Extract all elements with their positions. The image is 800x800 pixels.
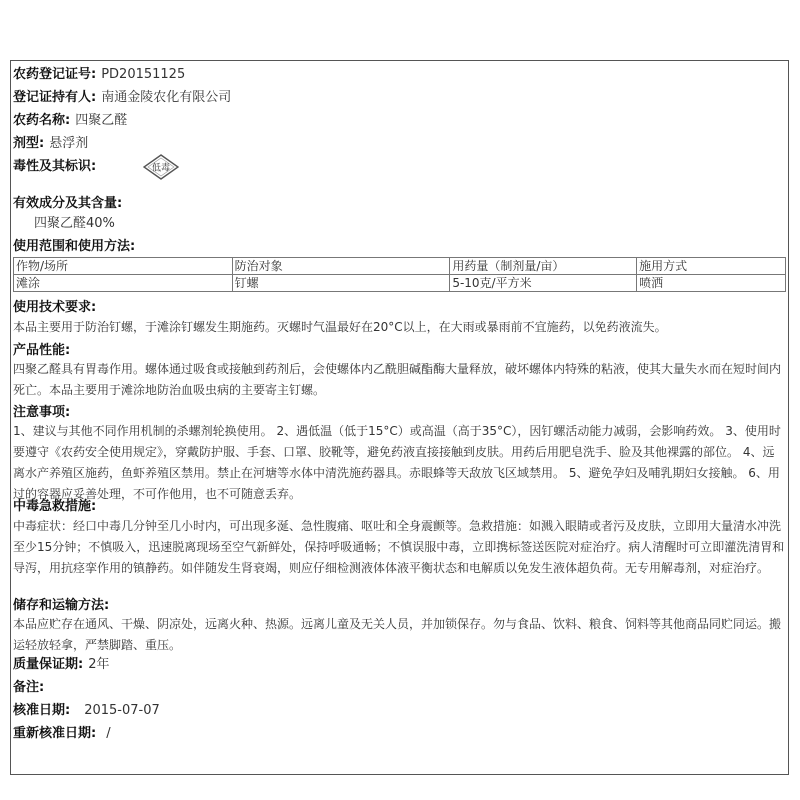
reapproval-date-label: 重新核准日期:: [13, 726, 97, 741]
pesticide-name-row: [13, 111, 127, 130]
approval-date-label: 核准日期:: [13, 703, 71, 718]
performance-heading: 产品性能:: [13, 343, 71, 358]
registration-number-value: PD20151125: [101, 67, 186, 82]
pesticide-name-label: 农药名称:: [13, 113, 71, 128]
shelf-life-value: 2年: [88, 657, 110, 672]
usage-col-target: 防治对象: [232, 258, 450, 275]
remarks-row: [13, 678, 49, 697]
first-aid-text: 中毒症状：经口中毒几分钟至几小时内，可出现多涎、急性腹痛、呕吐和全身震颤等。急救措施：如溅入眼睛或者污及皮肤，立即用大量清水冲洗至少15分钟；不慎吸入，迅速脱离现场至空气新鲜处，保持呼吸通畅；不慎误服中毒，立即携标签送医院对症治疗。病人清醒时可立即灌洗清胃和导泻，用抗痉挛作用的镇静药。如伴随发生肾衰竭，则应仔细检测液体体液平衡状态和电解质以免发生液体超负荷。无专用解毒剂，对症治疗。: [13, 519, 785, 575]
pesticide-label-document: [10, 60, 789, 775]
reapproval-date-value: /: [106, 726, 111, 741]
usage-table: [13, 257, 786, 292]
registration-number-label: 农药登记证号:: [13, 67, 97, 82]
usage-cell-method: 喷洒: [637, 275, 786, 292]
ingredients-value: 四聚乙醛40%: [34, 216, 115, 231]
holder-row: [13, 88, 231, 107]
low-toxicity-badge-text: 低毒: [151, 163, 171, 174]
toxicity-label: 毒性及其标识:: [13, 159, 97, 174]
approval-date-row: [13, 701, 160, 720]
registration-number-row: [13, 65, 185, 84]
first-aid-heading: 中毒急救措施:: [13, 499, 97, 514]
ingredients-heading: 有效成分及其含量:: [13, 196, 123, 211]
holder-label: 登记证持有人:: [13, 90, 97, 105]
usage-cell-target: 钉螺: [232, 275, 450, 292]
usage-heading: 使用范围和使用方法:: [13, 239, 136, 254]
usage-col-crop: 作物/场所: [14, 258, 233, 275]
storage-heading: 储存和运输方法:: [13, 598, 110, 613]
precautions-text: 1、建议与其他不同作用机制的杀螺剂轮换使用。 2、遇低温（低于15°C）或高温（高于35°C），因钉螺活动能力减弱，会影响药效。 3、使用时要遵守《农药安全使用规定》，穿戴防护服、手套、口罩、胶靴等，避免药液直接接触到皮肤。用药后用肥皂洗手、脸及其他裸露的部位。 4、远离水产养殖区施药，鱼虾养殖区禁用。禁止在河塘等水体中清洗施药器具。赤眼蜂等天敌放飞区域禁用。 5、避免孕妇及哺乳期妇女接触。 6、用过的容器应妥善处理，不可作他用，也不可随意丢弃。: [13, 424, 781, 501]
formulation-value: 悬浮剂: [49, 136, 89, 151]
precautions-heading: 注意事项:: [13, 405, 71, 420]
low-toxicity-icon: [143, 154, 179, 180]
shelf-life-label: 质量保证期:: [13, 657, 84, 672]
tech-requirements-heading: 使用技术要求:: [13, 300, 97, 315]
toxicity-row: [13, 157, 96, 176]
reapproval-date-row: [13, 724, 111, 743]
usage-cell-dosage: 5-10克/平方米: [450, 275, 637, 292]
tech-requirements-text: 本品主要用于防治钉螺，于滩涂钉螺发生期施药。灭螺时气温最好在20°C以上，在大雨或暴雨前不宜施药，以免药液流失。: [13, 320, 667, 334]
approval-date-value: 2015-07-07: [84, 703, 160, 718]
usage-table-row: [14, 275, 786, 292]
storage-text: 本品应贮存在通风、干燥、阴凉处，远离火种、热源。远离儿童及无关人员，并加锁保存。勿与食品、饮料、粮食、饲料等其他商品同贮同运。搬运轻放轻拿，严禁脚踏、重压。: [13, 617, 782, 652]
pesticide-name-value: 四聚乙醛: [75, 113, 128, 128]
formulation-row: [13, 134, 88, 153]
shelf-life-row: [13, 655, 109, 674]
holder-value: 南通金陵农化有限公司: [101, 90, 232, 105]
remarks-label: 备注:: [13, 680, 45, 695]
usage-table-header-row: [14, 258, 786, 275]
usage-col-method: 施用方式: [637, 258, 786, 275]
performance-text: 四聚乙醛具有胃毒作用。螺体通过吸食或接触到药剂后，会使螺体内乙酰胆碱酯酶大量释放，破坏螺体内特殊的粘液，使其大量失水而在短时间内死亡。本品主要用于滩涂地防治血吸虫病的主要寄主钉螺。: [13, 362, 782, 397]
formulation-label: 剂型:: [13, 136, 45, 151]
usage-col-dosage: 用药量（制剂量/亩）: [450, 258, 637, 275]
usage-cell-crop: 滩涂: [14, 275, 233, 292]
